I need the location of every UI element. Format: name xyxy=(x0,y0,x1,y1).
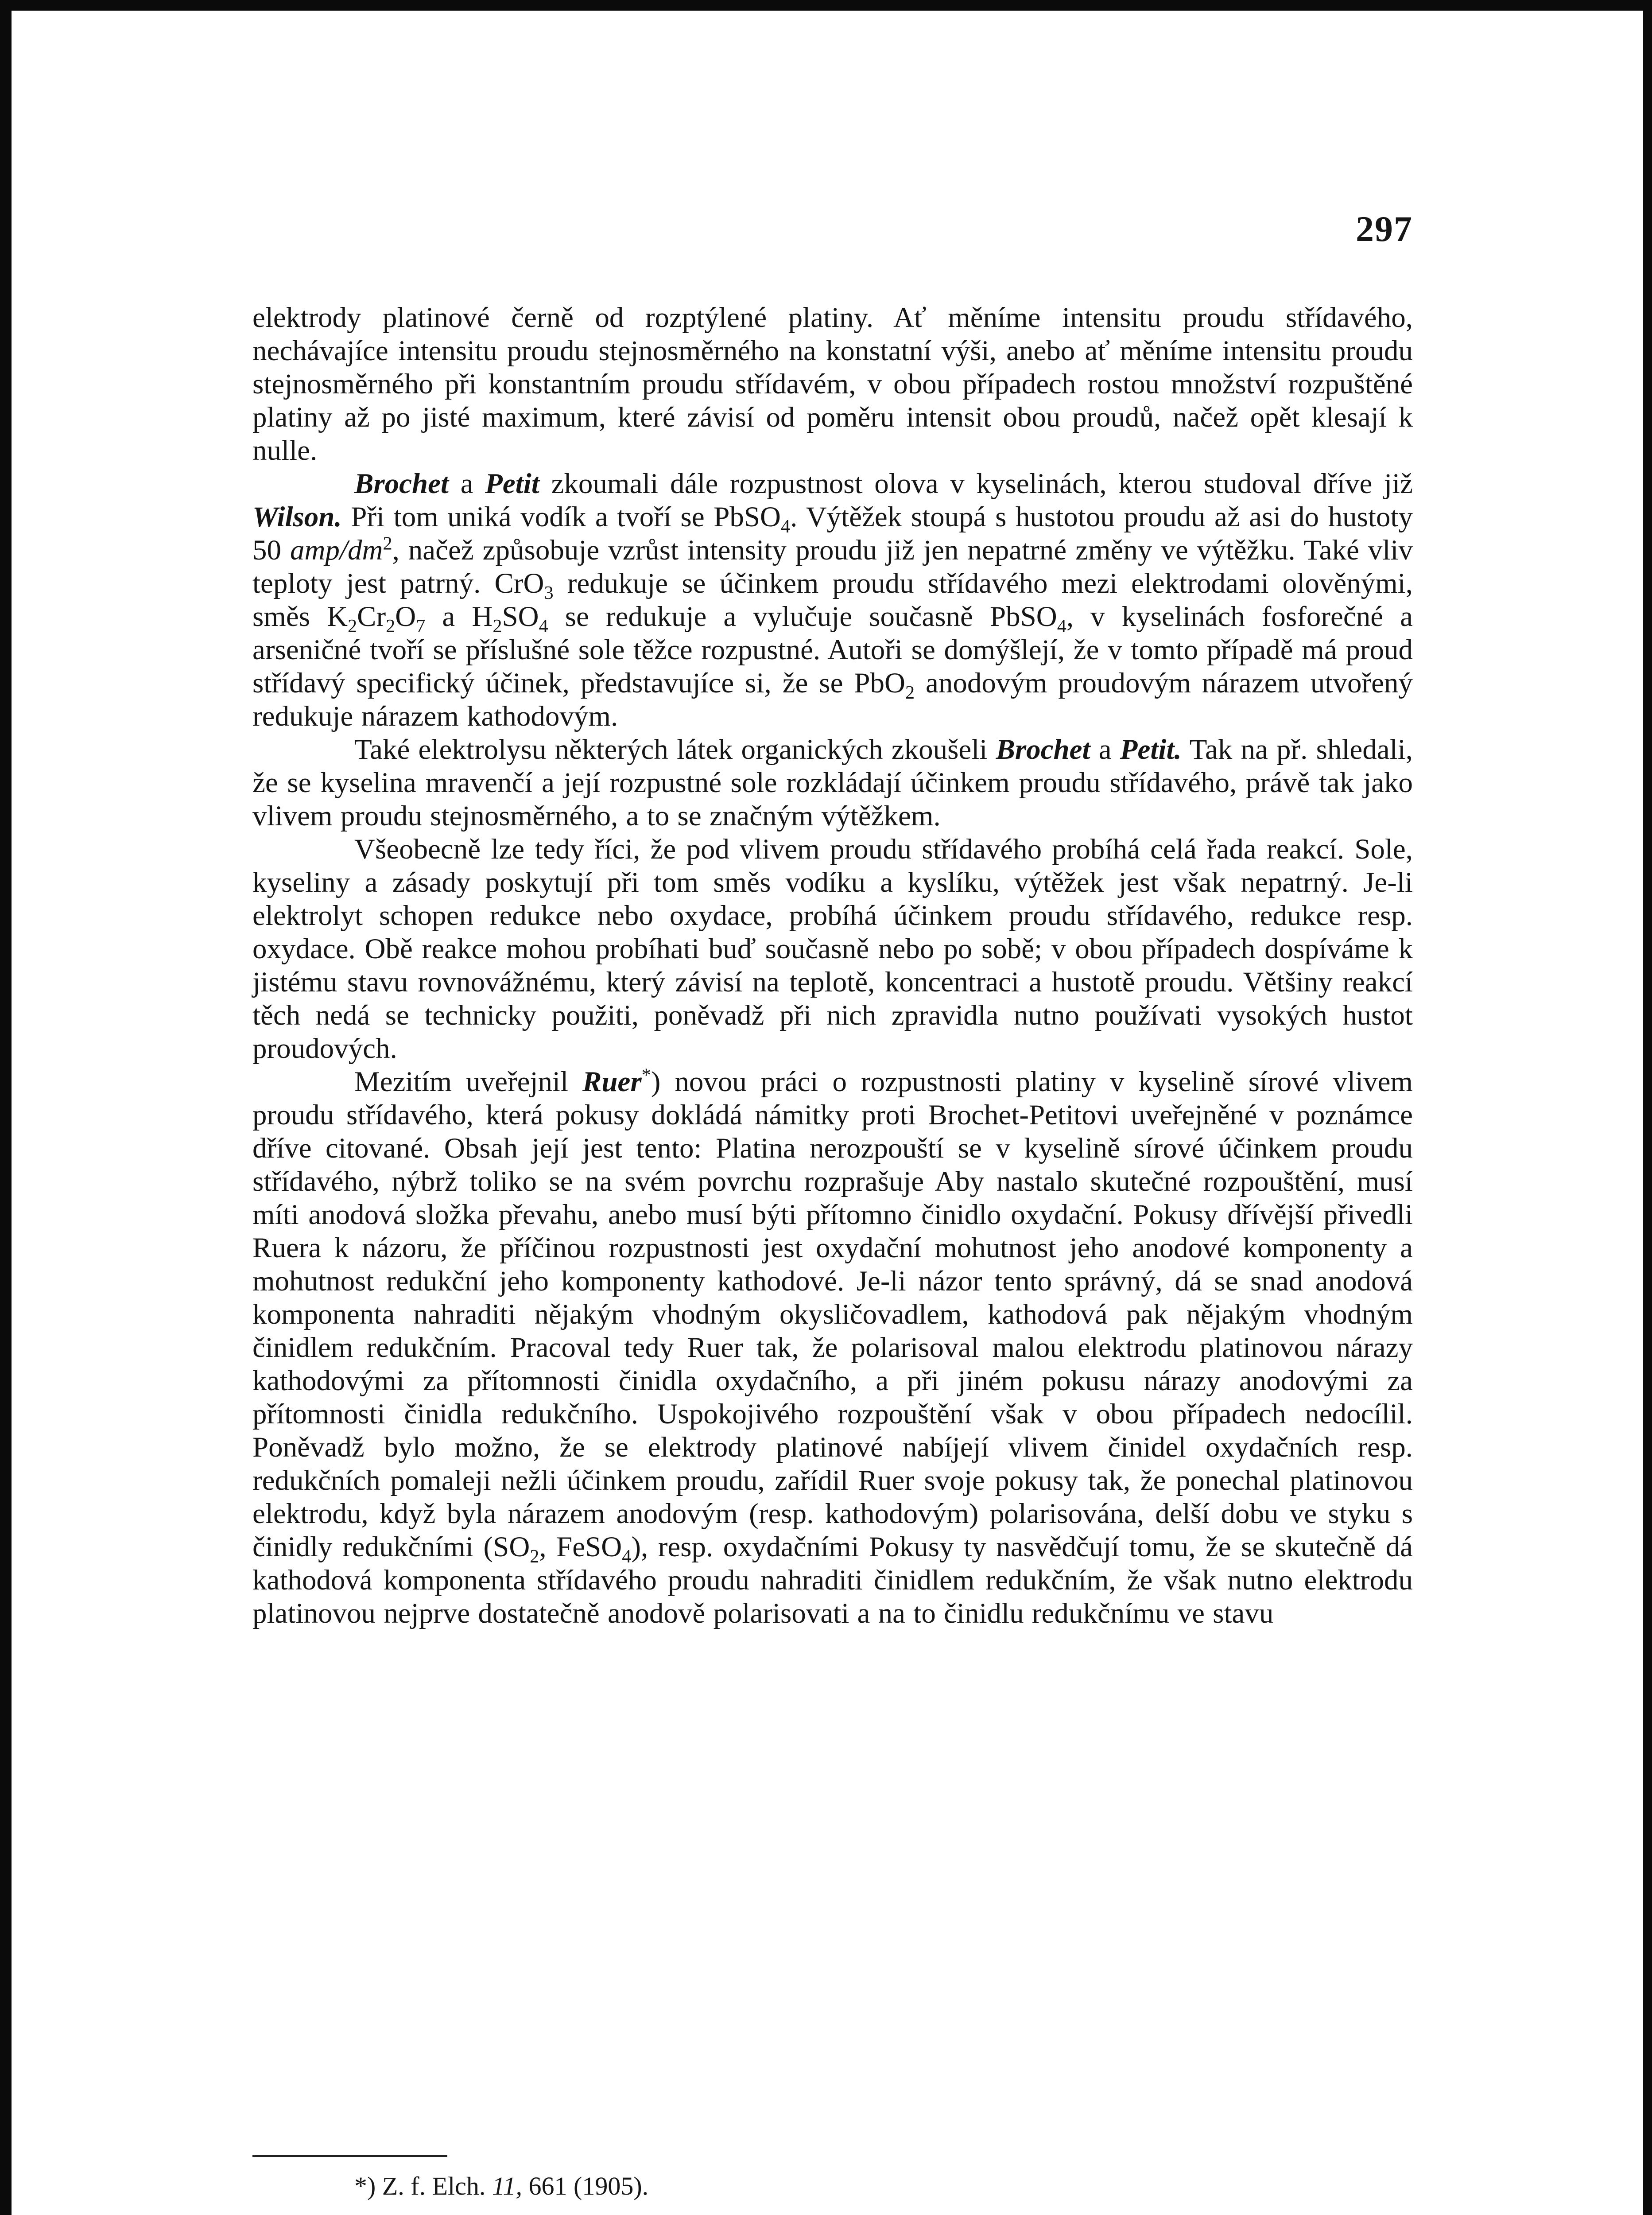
paragraph-p3 xyxy=(252,733,1413,833)
author-name: Brochet xyxy=(996,734,1090,766)
subscript: 2 xyxy=(386,616,396,637)
text-run: 661 (1905). xyxy=(522,2172,649,2200)
text-run: SO xyxy=(502,601,539,633)
text-run: Mezitím uveřejnil xyxy=(354,1066,583,1098)
author-name: Wilson. xyxy=(252,501,342,533)
author-name: Petit xyxy=(485,468,539,500)
subscript: 4 xyxy=(1057,616,1066,637)
superscript: 2 xyxy=(383,533,392,554)
text-run: ), resp. oxydačními Pokusy ty nasvědčují tomu, že se skutečně dá kathodová komponenta střídavého proudu nahraditi činidlem redukčním, že však nutno elektrodu platinovou nejprve dostatečně anodově polarisovati a na to činidlu redukčnímu ve stavu xyxy=(252,1531,1413,1629)
subscript: 4 xyxy=(622,1546,632,1567)
text-run: 11, xyxy=(492,2172,523,2200)
text-run: , FeSO xyxy=(539,1531,622,1563)
text-run: Při tom uniká vodík a tvoří se PbSO xyxy=(341,501,781,533)
paragraph-p4 xyxy=(252,833,1413,1065)
text-run: , načež způsobuje vzrůst intensity proudu již jen nepatrné změny ve výtěžku. Také vliv teploty jest patrný. CrO xyxy=(252,534,1413,599)
scan-border-left xyxy=(0,0,12,2215)
subscript: 2 xyxy=(492,616,502,637)
footnote xyxy=(354,2171,1063,2202)
paragraph-p1 xyxy=(252,301,1413,467)
text-run: . Výtěžek stoupá s hustotou proudu až asi do hustoty 50 xyxy=(252,501,1413,566)
text-run: a xyxy=(1090,734,1120,766)
scan-border-right xyxy=(1643,0,1652,2215)
scan-border-top xyxy=(0,0,1652,11)
author-name: Ruer xyxy=(582,1066,642,1098)
subscript: 7 xyxy=(416,616,426,637)
subscript: 4 xyxy=(539,616,548,637)
text-run: redukuje se účinkem proudu střídavého mezi elektrodami olověnými, směs K xyxy=(252,567,1413,633)
text-run: zkoumali dále rozpustnost olova v kyselinách, kterou studoval dříve již xyxy=(539,468,1413,500)
text-run: Tak na př. shledali, že se kyselina mravenčí a její rozpustné sole rozkládají účinkem proudu střídavého, právě tak jako vlivem proudu stejnosměrného, a to se značným výtěžkem. xyxy=(252,734,1413,832)
author-name: Brochet xyxy=(354,468,449,500)
author-name: Petit. xyxy=(1120,734,1182,766)
text-run: ) novou práci o rozpustnosti platiny v kyselině sírové vlivem proudu střídavého, která pokusy dokládá námitky proti Brochet-Petitovi uveřejněné v poznámce dříve citované. Obsah její jest tento: Platina nerozpouští se v kyselině sírové účinkem proudu střídavého, nýbrž toliko se na svém povrchu rozprašuje Aby nastalo skutečné rozpouštění, musí míti anodová složka převahu, anebo musí býti přítomno činidlo oxydační. Pokusy dřívější přivedli Ruera k názoru, že příčinou rozpustnosti jest oxydační mohutnost jeho anodové komponenty a mohutnost redukční jeho komponenty kathodové. Je-li názor tento správný, dá se snad anodová komponenta nahraditi nějakým vhodným okysličovadlem, kathodová pak nějakým vhodným činidlem redukčním. Pracoval tedy Ruer tak, že polarisoval malou elektrodu platinovou nárazy kathodovými za přítomnosti činidla oxydačního, a při jiném pokusu nárazy anodovými za přítomnosti činidla redukčního. Uspokojivého rozpouštění však v obou případech nedocílil. Poněvadž bylo možno, že se elektrody platinové nabíjejí vlivem činidel oxydačních resp. redukčních pomaleji nežli účinkem proudu, zařídil Ruer svoje pokusy tak, že ponechal platinovou elektrodu, když byla nárazem anodovým (resp. kathodovým) polarisována, delší dobu ve styku s činidly redukčními (SO xyxy=(252,1066,1413,1563)
text-run: , v kyselinách fosforečné a arseničné tvoří se příslušné sole těžce rozpustné. Autoři se domýšlejí, že v tomto případě má proud střídavý specifický účinek, představujíce si, že se PbO xyxy=(252,601,1413,699)
text-run: anodovým proudovým nárazem utvořený redukuje nárazem kathodovým. xyxy=(252,667,1413,732)
text-run: a xyxy=(449,468,485,500)
text-run: *) Z. f. Elch. xyxy=(354,2172,492,2200)
text-run: amp/dm xyxy=(290,534,383,566)
paragraph-p2 xyxy=(252,467,1413,733)
superscript: * xyxy=(641,1065,651,1086)
subscript: 2 xyxy=(348,616,357,637)
body-text xyxy=(252,301,1413,1630)
footnote-rule xyxy=(252,2155,447,2157)
paragraph-p5 xyxy=(252,1065,1413,1630)
text-run: Všeobecně lze tedy říci, že pod vlivem proudu střídavého probíhá celá řada reakcí. Sole, kyseliny a zásady poskytují při tom směs vodíku a kyslíku, výtěžek jest však nepatrný. Je-li elektrolyt schopen redukce nebo oxydace, probíhá účinkem proudu střídavého, redukce resp. oxydace. Obě reakce mohou probíhati buď současně nebo po sobě; v obou případech dospíváme k jistému stavu rovnovážnému, který závisí na teplotě, koncentraci a hustotě proudu. Většiny reakcí těch nedá se technicky použiti, poněvadž při nich zpravidla nutno používati vysokých hustot proudových. xyxy=(252,833,1413,1065)
text-run: Také elektrolysu některých látek organických zkoušeli xyxy=(354,734,996,766)
text-run: elektrody platinové černě od rozptýlené platiny. Ať měníme intensitu proudu střídavého, nechávajíce intensitu proudu stejnosměrného na konstatní výši, anebo ať měníme intensitu proudu stejnosměrného při konstantním proudu střídavém, v obou případech rostou množství rozpuštěné platiny až po jisté maximum, které závisí od poměru intensit obou proudů, načež opět klesají k nulle. xyxy=(252,302,1413,466)
subscript: 2 xyxy=(905,682,915,703)
page-number: 297 xyxy=(1356,209,1413,249)
subscript: 2 xyxy=(530,1546,539,1567)
text-run: O xyxy=(395,601,416,633)
text-run: a H xyxy=(425,601,493,633)
subscript: 3 xyxy=(544,583,554,603)
text-run: Cr xyxy=(357,601,386,633)
subscript: 4 xyxy=(780,516,791,537)
text-run: se redukuje a vylučuje současně PbSO xyxy=(548,601,1057,633)
